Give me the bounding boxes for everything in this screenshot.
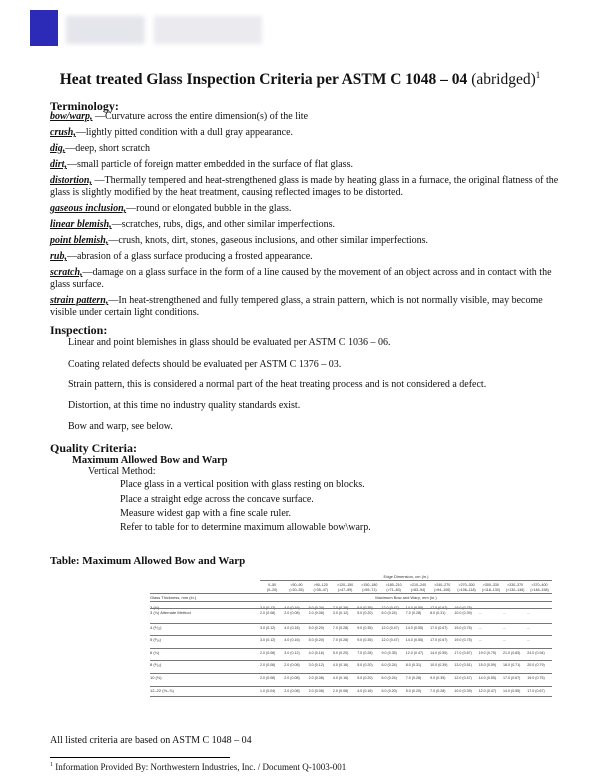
column-header: (>106–118) (457, 587, 476, 592)
table-cell: ... (503, 638, 506, 642)
table-cell: 17.0 (0.67) (430, 606, 448, 610)
table-cell: 5.0 (0.20) (357, 676, 373, 680)
table-cell: 9.0 (0.35) (357, 626, 373, 630)
terminology-item (50, 175, 565, 199)
term-definition: —deep, short scratch (65, 143, 150, 154)
column-header: >300–330 (482, 583, 499, 587)
column-header: 0–50 (268, 583, 277, 587)
term-definition: —crush, knots, dirt, stones, gaseous inclusions, and other similar imperfections. (108, 235, 429, 246)
table-cell: 10.0 (0.39) (454, 689, 472, 693)
table-cell: 10.0 (0.39) (454, 611, 472, 615)
table-cell: ... (527, 611, 531, 615)
table-cell: 9.0 (0.35) (430, 676, 446, 680)
logo-mark (30, 10, 58, 46)
term-definition: —round or elongated bubble in the glass. (126, 203, 292, 214)
table-cell: 20.0 (0.79) (527, 663, 545, 667)
table-cell: 3.0 (0.12) (260, 638, 276, 642)
table-cell: 14.0 (0.55) (405, 606, 424, 610)
column-header: (0–20) (266, 587, 278, 592)
table-cell: 2.0 (0.08) (332, 689, 349, 693)
table-cell: 7.0 (0.28) (357, 651, 373, 655)
criteria-note: All listed criteria are based on ASTM C 1048 – 04 (50, 735, 252, 746)
table-cell: 4.0 (0.16) (332, 663, 349, 667)
table-cell: 19.0 (0.75) (527, 676, 545, 680)
table-rule (150, 696, 552, 697)
table-cell: 12.0 (0.47) (381, 606, 399, 610)
title-main: Heat treated Glass Inspection Criteria per ASTM C 1048 – 04 (59, 71, 468, 89)
table-cell: 7.0 (0.28) (332, 638, 349, 642)
column-header: (>47–59) (337, 587, 353, 592)
inspection-line: Bow and warp, see below. (68, 421, 173, 432)
table-cell: 8.0 (0.31) (430, 611, 446, 615)
table-rule (150, 601, 552, 602)
term-definition: —In heat-strengthened and fully tempered glass, a strain pattern, which is not normally visible, may become visible under certain light conditions. (50, 295, 543, 318)
term-word: rub, (50, 251, 67, 262)
term-definition: —Thermally tempered and heat-strengthened glass is made by heating glass in a furnace, the original flatness of the glass is slightly modified by the heat treatment, causing reflected images to be distorted. (50, 175, 559, 198)
thickness-label: 3 (⅛) (150, 605, 160, 610)
column-header: (>83–94) (410, 587, 426, 592)
term-definition: —scratches, rubs, digs, and other similar imperfections. (111, 219, 335, 230)
term-word: crush, (50, 127, 76, 138)
table-cell: 4.0 (0.16) (357, 689, 373, 693)
table-cell: 3.0 (0.12) (260, 606, 276, 610)
table-cell: 2.0 (0.08) (308, 611, 324, 615)
term-word: linear blemish, (50, 219, 112, 230)
table-rule (260, 580, 552, 581)
table-cell: 19.0 (0.75) (454, 626, 472, 630)
table-cell: 7.0 (0.28) (405, 611, 422, 615)
thickness-label: 12–22 (½–⅞) (150, 688, 174, 693)
inspection-heading: Inspection: (50, 323, 108, 337)
table-cell: 2.0 (0.08) (284, 611, 300, 615)
column-header: >370–400 (531, 583, 548, 587)
column-header: (>146–158) (530, 587, 549, 592)
table-cell: 2.0 (0.08) (260, 663, 276, 667)
terminology-item (50, 159, 565, 171)
table-cell: 10.0 (0.39) (430, 663, 448, 667)
table-cell: 3.0 (0.12) (284, 651, 300, 655)
table-rule (150, 593, 552, 594)
table-cell: 5.0 (0.20) (308, 626, 324, 630)
title-abridged: (abridged) (471, 71, 536, 89)
title-footnote-mark: 1 (535, 70, 541, 80)
term-definition: —small particle of foreign matter embedded in the surface of flat glass. (66, 159, 353, 170)
inspection-line: Coating related defects should be evaluated per ASTM C 1376 – 03. (68, 359, 342, 370)
table-cell: 21.0 (0.83) (503, 651, 521, 655)
column-header: >240–270 (434, 583, 451, 587)
table-cell: ... (503, 606, 506, 610)
thickness-label: 3 (⅛) Alternate Method (150, 610, 191, 615)
table-cell: 14.0 (0.55) (430, 651, 448, 655)
table-cell: 2.0 (0.08) (284, 689, 300, 693)
table-cell: 17.0 (0.67) (430, 626, 448, 630)
table-cell: 17.0 (0.67) (527, 689, 545, 693)
table-cell: 17.0 (0.67) (503, 676, 521, 680)
table-cell: 2.0 (0.08) (308, 689, 324, 693)
terminology-item (50, 251, 565, 263)
table-cell: ... (527, 606, 531, 610)
term-word: bow/warp, (50, 111, 93, 122)
footnote-divider (50, 757, 230, 758)
table-cell: ... (527, 638, 531, 642)
table-cell: 4.0 (0.16) (332, 676, 349, 680)
method-label: Vertical Method: (88, 466, 156, 477)
table-rule (150, 686, 552, 687)
table-cell: 1.0 (0.04) (260, 689, 276, 693)
table-cell: 4.0 (0.16) (284, 626, 300, 630)
thickness-label: 4 (⁵⁄₃₂) (150, 625, 162, 630)
term-word: point blemish, (50, 235, 109, 246)
terminology-item (50, 127, 565, 139)
table-cell: 5.0 (0.20) (357, 611, 373, 615)
table-cell: 6.0 (0.24) (381, 663, 397, 667)
table-cell: 5.0 (0.20) (405, 689, 422, 693)
column-header: (>20–35) (289, 587, 304, 592)
column-header: >90–120 (313, 583, 328, 587)
page-title (0, 70, 600, 89)
table-cell: ... (478, 606, 482, 610)
edge-dimension-header: Edge Dimension, cm (in.) (383, 574, 429, 579)
table-cell: 12.0 (0.47) (454, 676, 472, 680)
column-header: >330–370 (507, 583, 524, 587)
table-cell: 8.0 (0.31) (405, 663, 422, 667)
table-cell: 12.0 (0.47) (381, 638, 399, 642)
table-cell: 5.0 (0.20) (332, 651, 349, 655)
table-cell: 6.0 (0.24) (381, 611, 397, 615)
table-cell: 12.0 (0.47) (478, 689, 497, 693)
table-cell: 5.0 (0.20) (308, 606, 324, 610)
table-cell: ... (478, 638, 482, 642)
table-cell: 9.0 (0.35) (357, 606, 373, 610)
terminology-list (50, 111, 565, 323)
column-header: (>35–47) (313, 587, 328, 592)
quality-heading: Quality Criteria: (50, 441, 137, 455)
table-heading: Table: Maximum Allowed Bow and Warp (50, 555, 246, 567)
table-cell: 19.0 (0.75) (454, 606, 472, 610)
column-header: >150–180 (361, 583, 378, 587)
terminology-item (50, 203, 565, 215)
table-cell: 14.0 (0.55) (405, 626, 424, 630)
method-step: Place a straight edge across the concave surface. (120, 494, 314, 505)
table-cell: 19.0 (0.75) (478, 651, 497, 655)
terminology-item (50, 295, 565, 319)
table-rule (150, 648, 552, 649)
table-cell: 5.0 (0.20) (308, 638, 324, 642)
table-cell: ... (503, 626, 506, 630)
table-rule (150, 635, 552, 636)
terminology-item (50, 235, 565, 247)
inspection-line: Strain pattern, this is considered a normal part of the heat treating process and is not considered a defect. (68, 379, 487, 390)
bow-warp-header: Maximum Bow and Warp, mm (in.) (375, 595, 437, 600)
table-cell: 4.0 (0.16) (284, 638, 300, 642)
table-cell: 19.0 (0.75) (454, 638, 472, 642)
terminology-heading: Terminology: (50, 99, 119, 113)
thickness-label: 8 (⁵⁄₁₆) (150, 662, 162, 667)
table-cell: 2.0 (0.08) (284, 663, 300, 667)
company-logo (30, 10, 270, 48)
column-header: (>94–106) (434, 587, 451, 592)
table-cell: 7.0 (0.28) (332, 606, 349, 610)
table-cell: 5.0 (0.20) (381, 689, 397, 693)
term-definition: —abrasion of a glass surface producing a frosted appearance. (66, 251, 313, 262)
table-cell: 9.0 (0.35) (357, 638, 373, 642)
table-cell: 12.0 (0.47) (381, 626, 399, 630)
footnote-text: Information Provided By: Northwestern Industries, Inc. / Document Q-1003-001 (53, 762, 347, 772)
method-step: Place glass in a vertical position with glass resting on blocks. (120, 479, 365, 490)
table-cell: 7.0 (0.28) (430, 689, 446, 693)
table-cell: 14.0 (0.55) (503, 689, 521, 693)
terminology-item (50, 267, 565, 291)
column-header: (>71–83) (386, 587, 401, 592)
column-header: (>130–146) (505, 587, 525, 592)
column-header: >270–300 (458, 583, 475, 587)
bow-warp-table (150, 574, 552, 716)
quality-subheading: Maximum Allowed Bow and Warp (72, 455, 228, 466)
footnote (50, 762, 346, 772)
term-word: dirt, (50, 159, 67, 170)
table-cell: 18.0 (0.71) (503, 663, 521, 667)
table-rule (150, 660, 552, 661)
table-cell: 15.0 (0.59) (478, 663, 497, 667)
table-cell: 2.0 (0.08) (260, 611, 276, 615)
logo-blurred-text (66, 16, 262, 44)
terminology-item (50, 111, 565, 123)
column-header: >120–150 (336, 583, 354, 587)
table-cell: 14.0 (0.55) (405, 638, 424, 642)
terminology-item (50, 143, 565, 155)
table-rule (150, 673, 552, 674)
term-definition: —damage on a glass surface in the form of a line caused by the movement of an object across and in contact with the glass surface. (50, 267, 552, 290)
method-step: Refer to table for to determine maximum allowable bow\warp. (120, 522, 371, 533)
table-rule (150, 623, 552, 624)
column-header: >180–210 (385, 583, 402, 587)
table-cell: 14.0 (0.55) (478, 676, 497, 680)
thickness-label: 5 (³⁄₁₆) (150, 637, 161, 642)
table-cell: ... (527, 626, 531, 630)
column-header: (>118–130) (481, 587, 500, 592)
thickness-header: Glass Thickness, mm (in.) (150, 595, 197, 600)
terminology-item (50, 219, 565, 231)
footnote-mark: 1 (50, 762, 53, 768)
table-cell: 2.0 (0.08) (260, 651, 276, 655)
table-cell: 3.0 (0.12) (308, 663, 324, 667)
table-cell: 17.0 (0.67) (454, 651, 472, 655)
table-cell: 24.0 (0.94) (527, 651, 545, 655)
term-definition: —lightly pitted condition with a dull gray appearance. (75, 127, 294, 138)
column-header: >210–240 (409, 583, 426, 587)
inspection-line: Distortion, at this time no industry quality standards exist. (68, 400, 301, 411)
table-cell: 4.0 (0.16) (284, 606, 300, 610)
thickness-label: 10 (⅜) (150, 675, 162, 680)
column-header: >50–90 (290, 583, 303, 587)
table-cell: 9.0 (0.35) (381, 651, 397, 655)
table-cell: 7.0 (0.28) (332, 626, 349, 630)
term-word: strain pattern, (50, 295, 109, 306)
term-word: dig, (50, 143, 66, 154)
method-step: Measure widest gap with a fine scale ruler. (120, 508, 292, 519)
term-word: distortion, (50, 175, 92, 186)
term-word: scratch, (50, 267, 83, 278)
table-cell: 12.0 (0.47) (405, 651, 424, 655)
table-cell: 2.0 (0.08) (260, 676, 276, 680)
table-cell: ... (503, 611, 506, 615)
table-cell: 2.0 (0.08) (308, 676, 324, 680)
table-cell: ... (478, 611, 482, 615)
table-cell: ... (478, 626, 482, 630)
term-word: gaseous inclusion, (50, 203, 127, 214)
table-cell: 3.0 (0.12) (260, 626, 276, 630)
table-cell: 3.0 (0.12) (332, 611, 349, 615)
table-cell: 6.0 (0.24) (381, 676, 397, 680)
column-header: (>59–71) (362, 587, 377, 592)
thickness-label: 6 (¼) (150, 650, 160, 655)
table-cell: 5.0 (0.20) (357, 663, 373, 667)
term-definition: —Curvature across the entire dimension(s) of the lite (92, 111, 309, 122)
table-cell: 13.0 (0.51) (454, 663, 472, 667)
table-cell: 17.0 (0.67) (430, 638, 448, 642)
table-cell: 2.0 (0.08) (284, 676, 300, 680)
table-cell: 4.0 (0.16) (308, 651, 324, 655)
inspection-line: Linear and point blemishes in glass should be evaluated per ASTM C 1036 – 06. (68, 337, 391, 348)
table-cell: 7.0 (0.28) (405, 676, 422, 680)
